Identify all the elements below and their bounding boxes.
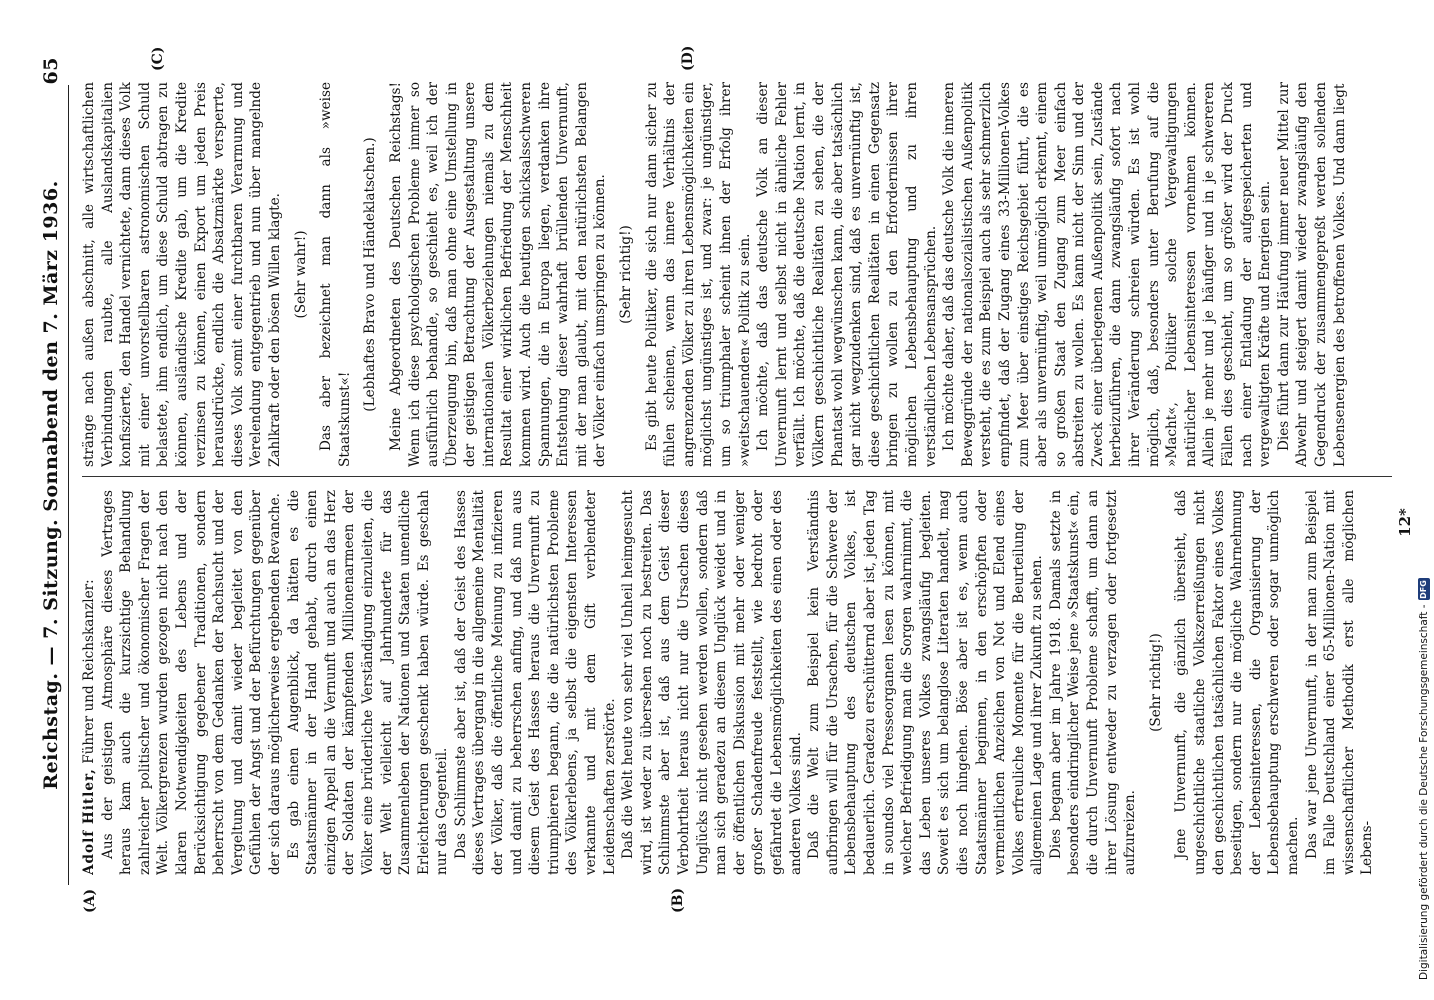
margin-mark-c: (C) xyxy=(150,46,166,71)
interjection: (Sehr richtig!) xyxy=(1147,633,1164,732)
paragraph: Daß die Welt zum Beispiel kein Verständnis aufbringen will für die Ursachen, für die Schwere der Lebensbehauptung des deutschen Volkes, ist bedauerlich. Geradezu erschütternd aber ist, jeden Tag in soundso viel Presseorganen lesen zu können, mit welcher Befriedigung man die Sorgen wahrnimmt, die das Leben unseres Volkes zwangsläufig begleiten. Soweit es sich um belanglose Literaten handelt, mag dies noch hingehen. Böse aber ist es, wenn auch Staatsmänner beginnen, in den erschöpften oder vermeintlichen Anzeichen von Not und Elend eines Volkes erfreuliche Momente für die Beurteilung der allgemeinen Lage und ihrer Zukunft zu sehen. xyxy=(806,490,1046,875)
paragraph: Ich möchte, daß das deutsche Volk an dieser Unvernunft lernt und selbst nicht in ähnliche Fehler verfällt. Ich möchte, daß die deutsche Nation lernt, in Völkern geschichtliche Realitäten zu sehen, die der Phantast wohl wegwünschen kann, die aber tatsächlich gar nicht wegzudenken sind, daß es unvernünftig ist, diese geschichtlichen Realitäten in einen Gegensatz bringen zu wollen zu den Erfordernissen ihrer möglichen Lebensbehauptung und zu ihren verständlichen Lebensansprüchen. xyxy=(755,82,939,467)
digitization-note xyxy=(1414,0,1434,1000)
interjection: (Sehr richtig!) xyxy=(618,225,635,324)
margin-mark-d: (D) xyxy=(680,45,696,71)
paragraph: Daß die Welt heute von sehr viel Unheil heimgesucht wird, ist weder zu übersehen noch zu bestreiten. Das Schlimmste aber ist, daß aus dem Geist dieser Verbohrtheit heraus nicht nur die Ursachen dieses Unglücks nicht gesehen werden wollen, sondern daß man sich geradezu an diesem Unglück weidet und in der öffentlichen Diskussion mit mehr oder weniger großer Schadenfreude feststellt, wie bedroht oder gefährdet die Lebensmöglichkeiten des einen oder des anderen Volkes sind. xyxy=(620,490,804,875)
paragraph: Es gab einen Augenblick, da hätten es die Staatsmänner in der Hand gehabt, durch einen einzigen Appell an die Vernunft und auch an das Herz der Soldaten der kämpfenden Millionenarmeen der Völker eine brüderliche Verständigung einzuleiten, die der Welt vielleicht auf Jahrhunderte für das Zusammenleben der Nationen und Staaten unendliche Erleichterungen geschenkt haben würde. Es geschah nur das Gegenteil. xyxy=(285,490,451,875)
speaker-name: Adolf Hitler, xyxy=(81,768,97,875)
running-head xyxy=(38,57,69,885)
running-head-title: Reichstag. — 7. Sitzung. Sonnabend den 7. März 1936. xyxy=(40,180,62,790)
digitization-text: Digitalisierung gefördert durch die Deutsche Forschungsgemeinschaft - xyxy=(1418,604,1430,980)
interjection: (Sehr wahr!) xyxy=(292,230,309,319)
paragraph: Aus der geistigen Atmosphäre dieses Vertrages heraus kam auch die kurzsichtige Behandlung zahlreicher politischer und ökonomischer Fragen der Welt. Völkergrenzen wurden gezogen nicht nach den klaren Notwendigkeiten des Lebens und der Berücksichtigung gegebener Traditionen, sondern beherrscht von dem Gedanken der Rachsucht und der Vergeltung und damit wieder begleitet von den Gefühlen der Angst und der Befürchtungen gegenüber der sich daraus möglicherweise ergebenden Revanche. xyxy=(99,490,283,875)
column-divider xyxy=(82,476,1392,477)
dfg-logo-icon: DFG xyxy=(1419,580,1428,599)
paragraph: Dies führt dann zur Häufung immer neuer Mittel zur Abwehr und steigert damit wieder zwangsläufig den Gegendruck der zusammengepreßt werden sollenden Lebensenergien des betroffenen Volkes. Und dann liegt xyxy=(1275,82,1348,467)
paragraph: stränge nach außen abschnitt, alle wirtschaftlichen Verbindungen raubte, alle Auslandskapitalien konfiszierte, den Handel vernichtete, dann dieses Volk mit einer unvorstellbaren astronomischen Schuld belastete, ihm endlich, um diese Schuld abtragen zu können, ausländische Kredite gab, um die Kredite verzinsen zu können, einen Export um jeden Preis herausdrückte, endlich die Absatzmärkte versperrte, dieses Volk somit einer furchtbaren Verarmung und Verelendung entgegentrieb und nun über mangelnde Zahlkraft oder den bösen Willen klagte. xyxy=(81,82,283,467)
right-column xyxy=(80,82,1395,467)
left-column xyxy=(80,490,1395,875)
margin-mark-b: (B) xyxy=(670,887,686,913)
paragraph: Das aber bezeichnet man dann als »weise Staatskunst«! xyxy=(318,82,353,467)
paragraph: Ich möchte daher, daß das deutsche Volk die inneren Beweggründe der nationalsozialistischen Außenpolitik versteht, die es zum Beispiel auch als sehr schmerzlich empfindet, daß der Zugang eines 33-Millionen-Volkes zum Meer über einstiges Reichsgebiet führt, die es aber als unvernünftig, weil unmöglich erkennt, einem so großen Staat den Zugang zum Meer einfach abstreiten zu wollen. Es kann nicht der Sinn und der Zweck einer überlegenen Außenpolitik sein, Zustände herbeizuführen, die dann zwangsläufig sofort nach ihrer Veränderung schreien würden. Es ist wohl möglich, daß, besonders unter Berufung auf die »Macht«, Politiker solche Vergewaltigungen natürlicher Lebensinteressen vornehmen können. Allein je mehr und je häufiger und in je schwereren Fällen dies geschieht, um so größer wird der Druck nach einer Entladung der aufgespeicherten und vergewaltigten Kräfte und Energien sein. xyxy=(941,82,1274,467)
paragraph: Das Schlimmste aber ist, daß der Geist des Hasses dieses Vertrages übergang in die allgemeine Mentalität der Völker, daß die öffentliche Meinung zu infizieren und damit zu beherrschen anfing, und daß nun aus diesem Geist des Hasses heraus die Unvernunft zu triumphieren begann, die die natürlichsten Probleme des Völkerlebens, ja selbst die eigensten Interessen verkannte und mit dem Gift verblendeter Leidenschaften zerstörte. xyxy=(452,490,618,875)
paragraph: Es gibt heute Politiker, die sich nur dann sicher zu fühlen scheinen, wenn das innere Verhältnis der angrenzenden Völker zu ihren Lebensmöglichkeiten ein möglichst ungünstiges ist, und zwar: je ungünstiger, um so triumphaler scheint ihnen der Erfolg ihrer »weitschauenden« Politik zu sein. xyxy=(643,82,753,467)
speaker-line xyxy=(80,490,99,875)
paragraph: Meine Abgeordneten des Deutschen Reichstags! Wenn ich diese psychologischen Probleme immer so ausführlich behandle, so geschieht es, weil ich der Überzeugung bin, daß man ohne eine Umstellung in der geistigen Betrachtung der Ausgestaltung unsere internationalen Völkerbeziehungen niemals zu dem Resultat einer wirklichen Befriedung der Menschheit kommen wird. Auch die heutigen schicksalsschweren Spannungen, die in Europa liegen, verdanken ihre Entstehung dieser wahrhaft brüllenden Unvernunft, mit der man glaubt, mit den natürlichsten Belangen der Völker einfach umspringen zu können. xyxy=(387,82,609,467)
document-page xyxy=(0,45,1434,975)
speaker-role: Führer und Reichskanzler: xyxy=(81,579,97,769)
signature-mark: 12* xyxy=(1396,508,1414,537)
paragraph: Jene Unvernunft, die gänzlich übersieht, daß ungeschichtliche staatliche Volkszerreißungen nicht den geschichtlichen tatsächlichen Faktor eines Volkes beseitigen, sondern nur die mögliche Wahrnehmung der Lebensinteressen, die Organisierung der Lebensbehauptung erschweren oder sogar unmöglich machen. xyxy=(1173,490,1301,875)
margin-mark-a: (A) xyxy=(82,888,98,913)
interjection: (Lebhaftes Bravo und Händeklatschen.) xyxy=(362,137,379,412)
page-number: 65 xyxy=(40,57,62,85)
paragraph: Dies begann aber im Jahre 1918. Damals setzte in besonders eindringlicher Weise jene »Staatskunst« ein, die durch Unvernunft Probleme schafft, um dann an ihrer Lösung entweder zu verzagen oder fortgesetzt aufzureizen. xyxy=(1047,490,1139,875)
paragraph: Das war jene Unvernunft, in der man zum Beispiel im Falle Deutschland einer 65-Millionen-Nation mit wissenschaftlicher Methodik erst alle möglichen Lebens- xyxy=(1303,490,1376,875)
